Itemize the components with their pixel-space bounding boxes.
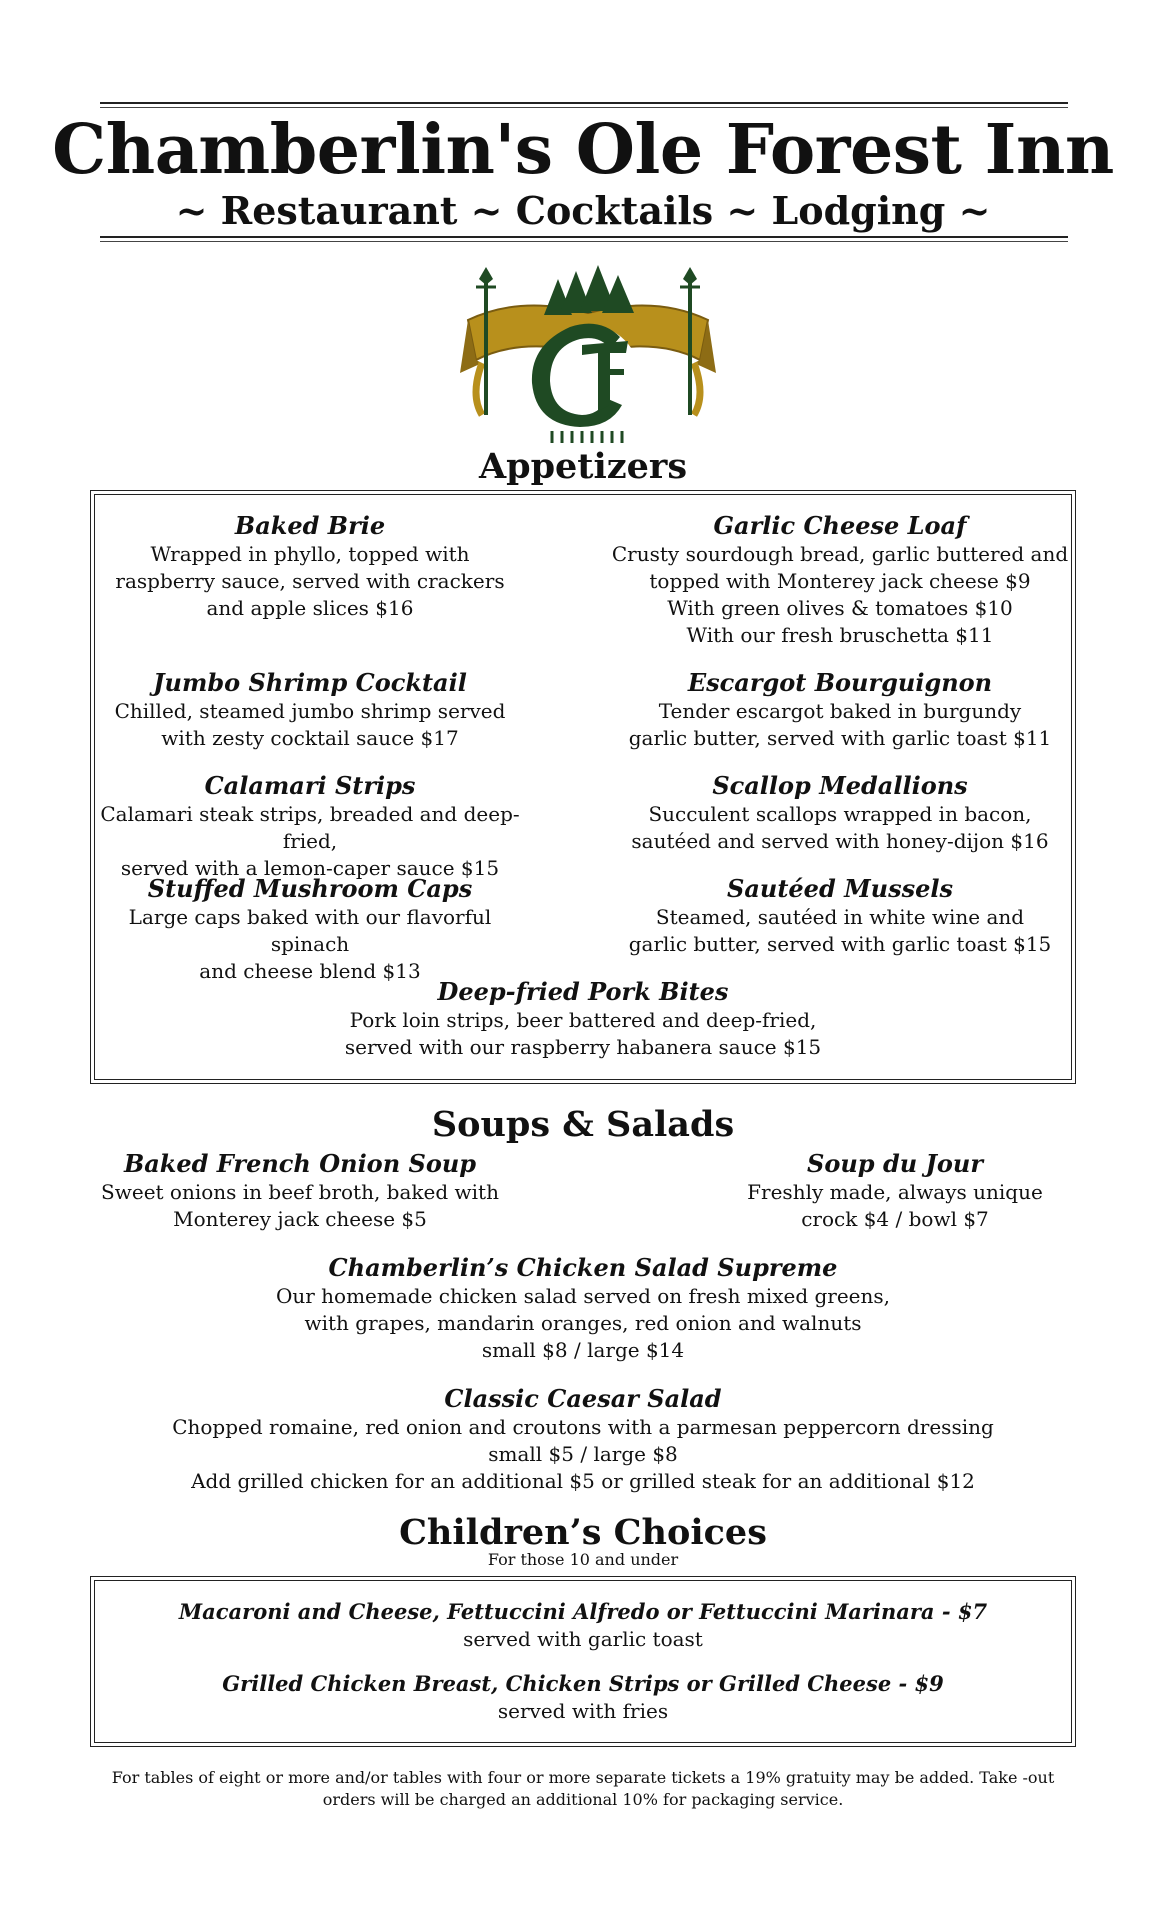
item-desc-line: raspberry sauce, served with crackers <box>115 569 505 593</box>
item-desc-line: small $8 / large $14 <box>481 1338 685 1362</box>
kids-pasta-item <box>100 1598 1066 1653</box>
item-desc-line: Large caps baked with our flavorful spinach <box>128 905 492 956</box>
item-desc-line: With green olives & tomatoes $10 <box>667 596 1013 620</box>
item-name: Baked French Onion Soup <box>123 1149 477 1178</box>
header-rule-top <box>100 102 1068 104</box>
item-name: Macaroni and Cheese, Fettuccini Alfredo or Fettuccini Marinara - $7 <box>178 1599 988 1624</box>
item-desc-line: and cheese blend $13 <box>199 959 421 983</box>
appetizer-escargot <box>610 668 1070 752</box>
children-age-note: For those 10 and under <box>487 1550 679 1569</box>
appetizer-pork-bites <box>100 977 1066 1061</box>
item-desc-line: Tender escargot baked in burgundy <box>658 699 1022 723</box>
item-name: Escargot Bourguignon <box>687 668 993 697</box>
item-desc-line: Steamed, sautéed in white wine and <box>655 905 1025 929</box>
item-name: Scallop Medallions <box>712 771 968 800</box>
item-desc-line: Pork loin strips, beer battered and deep-fried, <box>349 1008 817 1032</box>
item-desc-line: Add grilled chicken for an additional $5 or grilled steak for an additional $12 <box>191 1469 975 1493</box>
header-rule-bottom-thin <box>100 241 1068 242</box>
appetizers-title: Appetizers <box>478 446 688 487</box>
item-desc-line: Crusty sourdough bread, garlic buttered and <box>611 542 1069 566</box>
item-desc-line: served with fries <box>497 1699 669 1723</box>
item-desc-line: Chilled, steamed jumbo shrimp served <box>114 699 506 723</box>
item-desc-line: garlic butter, served with garlic toast $15 <box>628 932 1052 956</box>
salad-caesar <box>100 1384 1066 1495</box>
item-desc-line: Our homemade chicken salad served on fresh mixed greens, <box>275 1284 891 1308</box>
appetizer-jumbo-shrimp <box>100 668 520 752</box>
item-desc-line: served with our raspberry habanera sauce $15 <box>344 1035 822 1059</box>
item-desc-line: with zesty cocktail sauce $17 <box>161 726 459 750</box>
appetizer-garlic-cheese-loaf <box>610 511 1070 649</box>
item-name: Calamari Strips <box>204 771 416 800</box>
item-name: Soup du Jour <box>807 1149 983 1178</box>
item-desc-line: Succulent scallops wrapped in bacon, <box>648 802 1032 826</box>
header-rule-top-thin <box>100 107 1068 108</box>
soup-du-jour <box>700 1149 1090 1233</box>
soup-french-onion <box>100 1149 500 1233</box>
item-desc-line: Wrapped in phyllo, topped with <box>150 542 470 566</box>
appetizer-baked-brie <box>100 511 520 622</box>
item-name: Chamberlin’s Chicken Salad Supreme <box>328 1253 838 1282</box>
item-desc-line: crock $4 / bowl $7 <box>801 1207 989 1231</box>
item-desc-line: With our fresh bruschetta $11 <box>686 623 994 647</box>
kids-chicken-item <box>100 1670 1066 1725</box>
appetizer-mussels <box>610 874 1070 958</box>
item-name: Deep-fried Pork Bites <box>437 977 729 1006</box>
item-name: Sautéed Mussels <box>726 874 954 903</box>
appetizer-stuffed-mushrooms <box>100 874 520 985</box>
item-desc-line: Freshly made, always unique <box>747 1180 1043 1204</box>
item-desc-line: Sweet onions in beef broth, baked with <box>101 1180 499 1204</box>
item-desc-line: sautéed and served with honey-dijon $16 <box>631 829 1049 853</box>
restaurant-title: Chamberlin's Ole Forest Inn <box>52 110 1114 190</box>
item-desc-line: garlic butter, served with garlic toast $11 <box>628 726 1052 750</box>
soups-salads-title: Soups & Salads <box>431 1104 735 1145</box>
item-name: Stuffed Mushroom Caps <box>147 874 473 903</box>
item-desc-line: Chopped romaine, red onion and croutons with a parmesan peppercorn dressing <box>172 1415 994 1439</box>
appetizer-calamari <box>100 771 520 882</box>
gratuity-notice-line: orders will be charged an additional 10% for packaging service. <box>322 1790 844 1809</box>
item-desc-line: Calamari steak strips, breaded and deep-fried, <box>100 802 520 853</box>
gratuity-notice-line: For tables of eight or more and/or tables with four or more separate tickets a 19% gratuity may be added. Take -out <box>111 1768 1055 1787</box>
item-desc-line: topped with Monterey jack cheese $9 <box>649 569 1031 593</box>
appetizer-scallops <box>610 771 1070 855</box>
header-rule-bottom <box>100 236 1068 238</box>
inn-crest-logo-icon <box>460 265 716 445</box>
item-name: Grilled Chicken Breast, Chicken Strips or Grilled Cheese - $9 <box>222 1671 944 1696</box>
children-title: Children’s Choices <box>399 1512 767 1553</box>
item-desc-line: served with a lemon-caper sauce $15 <box>120 856 500 880</box>
item-desc-line: Monterey jack cheese $5 <box>173 1207 427 1231</box>
item-desc-line: small $5 / large $8 <box>488 1442 678 1466</box>
item-desc-line: and apple slices $16 <box>206 596 414 620</box>
item-name: Jumbo Shrimp Cocktail <box>153 668 467 697</box>
restaurant-subtitle: ~ Restaurant ~ Cocktails ~ Lodging ~ <box>175 188 991 233</box>
item-name: Classic Caesar Salad <box>444 1384 722 1413</box>
item-name: Baked Brie <box>234 511 386 540</box>
gratuity-notice <box>105 1767 1061 1811</box>
item-desc-line: with grapes, mandarin oranges, red onion and walnuts <box>304 1311 862 1335</box>
item-name: Garlic Cheese Loaf <box>713 511 967 540</box>
salad-chicken-supreme <box>100 1253 1066 1364</box>
item-desc-line: served with garlic toast <box>463 1627 703 1651</box>
